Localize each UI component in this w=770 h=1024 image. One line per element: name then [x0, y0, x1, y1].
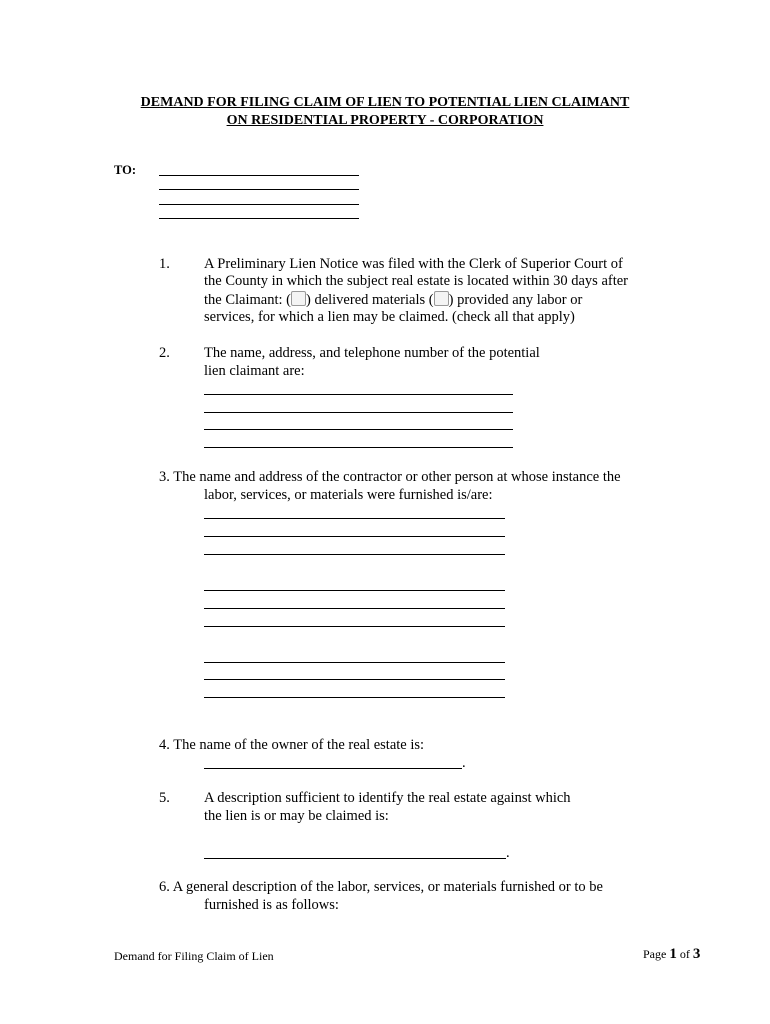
to-line-2[interactable] [159, 189, 359, 190]
document-title-line-2: ON RESIDENTIAL PROPERTY - CORPORATION [226, 113, 544, 128]
item-5-period: . [506, 845, 510, 861]
item-5-number: 5. [159, 790, 170, 806]
item-1-line-3b: ) delivered materials ( [305, 292, 434, 308]
item-1-line-4: services, for which a lien may be claimed. (check all that apply) [204, 309, 575, 325]
to-line-4[interactable] [159, 218, 359, 219]
provided-labor-checkbox[interactable] [434, 291, 449, 306]
item-1-line-3a: the Claimant: ( [204, 292, 291, 308]
contractor-line-5[interactable] [204, 608, 505, 609]
page-indicator [643, 946, 700, 963]
claimant-line-3[interactable] [204, 429, 513, 430]
item-3-line-1: 3. The name and address of the contractor or other person at whose instance the [159, 469, 621, 485]
item-4-period: . [462, 755, 466, 771]
page-total: 3 [692, 946, 701, 962]
item-2-line-1: The name, address, and telephone number of the potential [204, 345, 540, 361]
item-2-number: 2. [159, 345, 170, 361]
item-1-number: 1. [159, 256, 170, 272]
claimant-line-4[interactable] [204, 447, 513, 448]
page-number: 1 [669, 946, 677, 962]
contractor-line-6[interactable] [204, 626, 505, 627]
page-word: Page [643, 947, 667, 961]
item-3-line-2: labor, services, or materials were furnished is/are: [204, 487, 493, 503]
contractor-line-1[interactable] [204, 518, 505, 519]
item-1-line-3 [204, 291, 582, 309]
item-2-line-2: lien claimant are: [204, 363, 305, 379]
item-1-line-1: A Preliminary Lien Notice was filed with the Clerk of Superior Court of [204, 256, 623, 272]
contractor-line-7[interactable] [204, 662, 505, 663]
contractor-line-4[interactable] [204, 590, 505, 591]
contractor-line-3[interactable] [204, 554, 505, 555]
claimant-line-1[interactable] [204, 394, 513, 395]
of-word: of [679, 947, 690, 961]
item-5-line-2: the lien is or may be claimed is: [204, 808, 389, 824]
real-estate-description-line[interactable] [204, 858, 506, 859]
item-1-line-3c: ) provided any labor or [448, 292, 583, 308]
to-line-1[interactable] [159, 175, 359, 176]
owner-line[interactable] [204, 768, 462, 769]
item-6-line-1: 6. A general description of the labor, services, or materials furnished or to be [159, 879, 603, 895]
to-line-3[interactable] [159, 204, 359, 205]
footer-title: Demand for Filing Claim of Lien [114, 949, 274, 963]
claimant-line-2[interactable] [204, 412, 513, 413]
item-4-line-1: 4. The name of the owner of the real estate is: [159, 737, 425, 753]
contractor-line-8[interactable] [204, 679, 505, 680]
item-1-line-2: the County in which the subject real estate is located within 30 days after [204, 273, 629, 289]
contractor-line-2[interactable] [204, 536, 505, 537]
document-title-line-1: DEMAND FOR FILING CLAIM OF LIEN TO POTENTIAL LIEN CLAIMANT [140, 95, 630, 110]
delivered-materials-checkbox[interactable] [291, 291, 306, 306]
item-5-line-1: A description sufficient to identify the real estate against which [204, 790, 571, 806]
to-label: TO: [114, 163, 136, 177]
item-6-line-2: furnished is as follows: [204, 897, 339, 913]
contractor-line-9[interactable] [204, 697, 505, 698]
